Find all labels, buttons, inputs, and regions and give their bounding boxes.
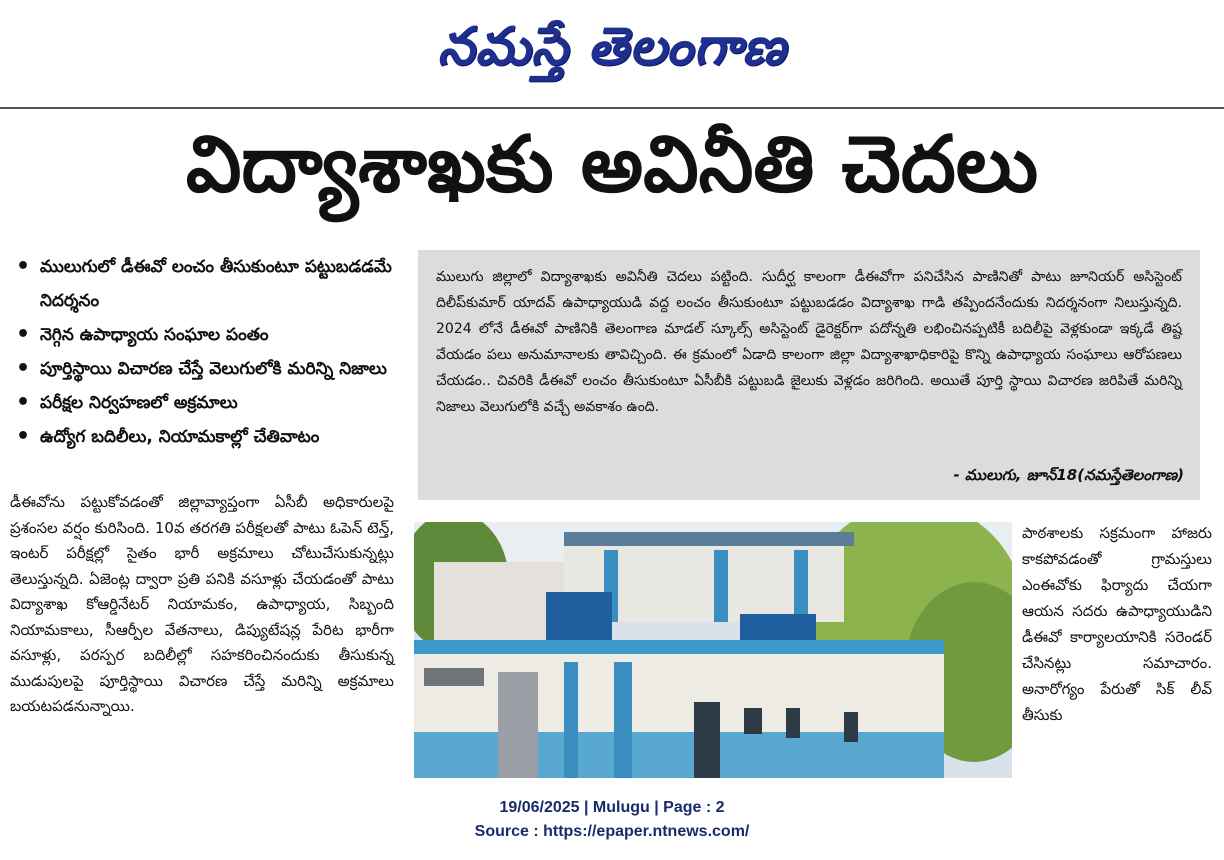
- newspaper-logo: నమస్తే తెలంగాణ: [437, 16, 787, 77]
- article-body-left: డీఈవోను పట్టుకోవడంతో జిల్లావ్యాప్తంగా ఏసీబీ అధికారులపై ప్రశంసల వర్షం కురిసింది. 10వ తరగతి పరీక్షలతో పాటు ఓపెన్ టెన్త్, ఇంటర్ పరీక్షల్లో సైతం భారీ అక్రమాలు చోటుచేసుకున్నట్లు తెలుస్తున్నది. ఏజెంట్ల ద్వారా ప్రతి పనికి వసూళ్లు చేయడంతో పాటు విద్యాశాఖ కోఆర్డినేటర్ నియామకం, ఉపాధ్యాయ, సిబ్బంది నియామకాలు, సీఆర్పీల వేతనాలు, డిప్యుటేషన్ల పేరిట భారీగా వసూళ్లు, పరస్పర బదిలీల్లో సహకరించినందుకు తీసుకున్న ముడుపులపై పూర్తిస్థాయి విచారణ చేస్తే మరిన్ని అక్రమాలు బయటపడనున్నాయి.: [10, 493, 394, 715]
- highlights-list: [10, 250, 395, 454]
- article-body-right: పాఠశాలకు సక్రమంగా హాజరు కాకపోవడంతో గ్రామస్తులు ఎంఈవోకు ఫిర్యాదు చేయగా ఆయన సదరు ఉపాధ్యాయుడిని డీఈవో కార్యాలయానికి సరెండర్ చేసినట్లు సమాచారం. అనారోగ్యం పేరుతో సిక్ లీవ్ తీసుకు: [1022, 524, 1212, 724]
- highlight-item: • పూర్తిస్థాయి విచారణ చేస్తే వెలుగులోకి మరిన్ని నిజాలు: [10, 352, 395, 386]
- school-building-illustration: [414, 522, 1012, 778]
- school-building-photo: [414, 522, 1012, 778]
- page-footer: [0, 796, 1224, 844]
- highlight-item: • పరీక్షల నిర్వహణలో అక్రమాలు: [10, 386, 395, 420]
- highlight-item: • నెగ్గిన ఉపాధ్యాయ సంఘాల పంతం: [10, 318, 395, 352]
- summary-text: ములుగు జిల్లాలో విద్యాశాఖకు అవినీతి చెదలు పట్టింది. సుదీర్ఘ కాలంగా డీఈవోగా పనిచేసిన పాణినితో పాటు జూనియర్ అసిస్టెంట్ దిలీప్‌కుమార్ యాదవ్ ఉపాధ్యాయుడి వద్ద లంచం తీసుకుంటూ పట్టుబడడం విద్యాశాఖ గాడి తప్పిందనేందుకు నిదర్శనంగా నిలుస్తున్నది. 2024 లోనే డీఈవో పాణినికి తెలంగాణ మాడల్ స్కూల్స్ అసిస్టెంట్ డైరెక్టర్‌గా పదోన్నతి లభించినప్పటికీ బదిలీపై వెళ్లకుండా ఇక్కడే తిష్ట వేయడం పలు అనుమానాలకు తావిచ్చింది. ఈ క్రమంలో ఏడాది కాలంగా జిల్లా విద్యాశాఖాధికారిపై కొన్ని ఉపాధ్యాయ సంఘాలు ఆరోపణలు చేయడం.. చివరికి డీఈవో లంచం తీసుకుంటూ ఏసీబీకి పట్టుబడి జైలుకు వెళ్లడం జరిగింది. అయితే పూర్తి స్థాయి విచారణ జరిపితే మరిన్ని నిజాలు వెలుగులోకి వచ్చే అవకాశం ఉంది.: [436, 269, 1182, 415]
- highlight-item: • ములుగులో డీఈవో లంచం తీసుకుంటూ పట్టుబడడమే నిదర్శనం: [10, 250, 395, 318]
- edition-info: 19/06/2025 | Mulugu | Page : 2: [499, 799, 725, 816]
- highlight-item: • ఉద్యోగ బదిలీలు, నియామకాల్లో చేతివాటం: [10, 420, 395, 454]
- header-divider: [0, 107, 1224, 109]
- summary-box: [418, 250, 1200, 500]
- article-headline: విద్యాశాఖకు అవినీతి చెదలు: [185, 119, 1039, 210]
- source-link[interactable]: Source : https://epaper.ntnews.com/: [474, 823, 750, 840]
- dateline: - ములుగు, జూన్18(నమస్తేతెలంగాణ): [953, 466, 1184, 484]
- masthead: [0, 0, 1224, 106]
